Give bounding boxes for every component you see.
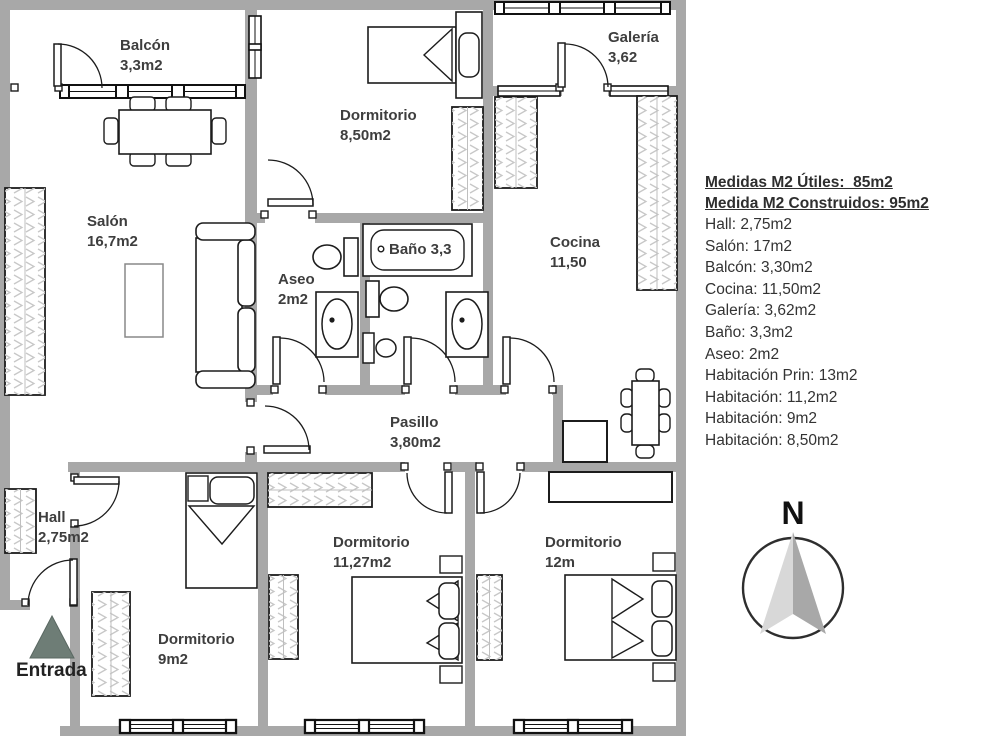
legend-title-construidos: Medida M2 Construidos: 95m2 <box>705 195 929 212</box>
single-bed <box>186 473 257 588</box>
room-name: Aseo <box>278 271 315 288</box>
toilet-bowl <box>380 287 408 311</box>
legend-item: Habitación: 8,50m2 <box>705 431 839 449</box>
wardrobe-left <box>269 575 298 659</box>
double-bed <box>352 556 462 683</box>
entrance-arrow <box>30 616 74 658</box>
room-area: 3,62 <box>608 49 638 66</box>
room-label-aseo <box>278 270 315 310</box>
legend-item: Galería: 3,62m2 <box>705 302 817 320</box>
entrance-label: Entrada <box>16 660 87 681</box>
balcony-door <box>11 44 102 91</box>
sink-basin <box>452 299 482 349</box>
sink-faucet <box>329 317 334 322</box>
room-name: Baño 3,3 <box>389 241 452 258</box>
room-area: 11,50 <box>550 254 587 271</box>
toilet-cistern <box>366 281 379 317</box>
entrance-door <box>22 559 77 606</box>
bidet-cistern <box>363 333 374 363</box>
room-name: Dormitorio <box>340 107 417 124</box>
room-name: Dormitorio <box>158 631 235 648</box>
galeria-bottom-windows <box>498 86 668 96</box>
legend-item: Salón: 17m2 <box>705 237 793 255</box>
room-name: Hall <box>38 509 66 526</box>
dining-table <box>104 97 226 166</box>
cocina-furniture <box>495 96 677 462</box>
sofa <box>196 223 255 388</box>
room-name: Dormitorio <box>545 534 622 551</box>
room-label-dormitorio-12 <box>545 533 622 573</box>
toilet-bowl <box>313 245 341 269</box>
room-label-dormitorio-850 <box>340 106 417 146</box>
sink-basin <box>322 299 352 349</box>
counter-left <box>495 97 537 188</box>
legend-item: Balcón: 3,30m2 <box>705 259 813 277</box>
dormitorio-9-window <box>120 720 236 733</box>
hall-wardrobe <box>5 489 36 553</box>
room-label-cocina <box>550 233 600 273</box>
legend-item: Hall: 2,75m2 <box>705 216 793 233</box>
balcony-window <box>60 85 245 98</box>
legend-item: Cocina: 11,50m2 <box>705 280 822 298</box>
wardrobe-left <box>477 575 502 660</box>
room-area: 3,80m2 <box>390 434 441 451</box>
dormitorio-850-door <box>261 160 316 218</box>
toilet-cistern <box>344 238 358 276</box>
room-label-dormitorio-9 <box>158 630 235 670</box>
galeria-top-window <box>495 2 670 14</box>
appliance <box>563 421 607 462</box>
room-name: Cocina <box>550 234 601 251</box>
legend-item: Baño: 3,3m2 <box>705 323 793 341</box>
room-area: 3,3m2 <box>120 57 163 74</box>
single-bed <box>368 12 482 98</box>
measurements-legend <box>705 172 995 452</box>
wardrobe <box>452 107 483 210</box>
compass <box>743 495 843 638</box>
legend-title-utiles: Medidas M2 Útiles: 85m2 <box>705 174 893 191</box>
bidet-bowl <box>376 339 396 357</box>
dormitorio-1127-furniture <box>268 473 462 683</box>
dormitorio-1127-door <box>401 463 452 513</box>
legend-item: Habitación: 11,2m2 <box>705 388 838 406</box>
kitchen-table <box>621 369 670 458</box>
room-area: 8,50m2 <box>340 127 391 144</box>
room-name: Pasillo <box>390 414 439 431</box>
room-label-salon <box>87 212 138 252</box>
cocina-door <box>501 337 556 393</box>
dormitorio-850-window <box>249 16 261 78</box>
hall-furniture <box>5 489 36 553</box>
room-label-dormitorio-1127 <box>333 533 410 573</box>
dormitorio-12-door <box>476 463 524 513</box>
sink-faucet <box>459 317 464 322</box>
counter-right <box>637 96 677 290</box>
dormitorio-12-window <box>514 720 632 733</box>
room-area: 16,7m2 <box>87 233 138 250</box>
aseo-fixtures <box>313 238 358 357</box>
dormitorio-1127-window <box>305 720 424 733</box>
compass-north-label: N <box>781 495 805 531</box>
room-label-galeria <box>608 28 659 68</box>
room-label-bano <box>389 240 452 260</box>
room-label-pasillo <box>390 413 441 453</box>
salon-shelving <box>5 188 45 395</box>
coffee-table <box>125 264 163 337</box>
room-area: 2,75m2 <box>38 529 89 546</box>
room-name: Salón <box>87 213 128 230</box>
wardrobe <box>92 592 130 696</box>
room-area: 12m <box>545 554 576 571</box>
room-name: Balcón <box>120 37 171 54</box>
legend-item: Habitación Prin: 13m2 <box>705 367 858 385</box>
room-label-balcon <box>120 36 170 76</box>
room-label-hall <box>38 508 89 548</box>
legend-item: Aseo: 2m2 <box>705 345 780 363</box>
wardrobe-top <box>268 473 372 507</box>
room-name: Galería <box>608 29 659 46</box>
room-area: 2m2 <box>278 291 309 308</box>
room-name: Dormitorio <box>333 534 410 551</box>
room-area: 11,27m2 <box>333 554 392 571</box>
salon-pasillo-door <box>247 399 310 454</box>
room-area: 9m2 <box>158 651 189 668</box>
legend-item: Habitación: 9m2 <box>705 410 818 428</box>
galeria-door <box>556 43 611 91</box>
closet <box>549 472 672 502</box>
